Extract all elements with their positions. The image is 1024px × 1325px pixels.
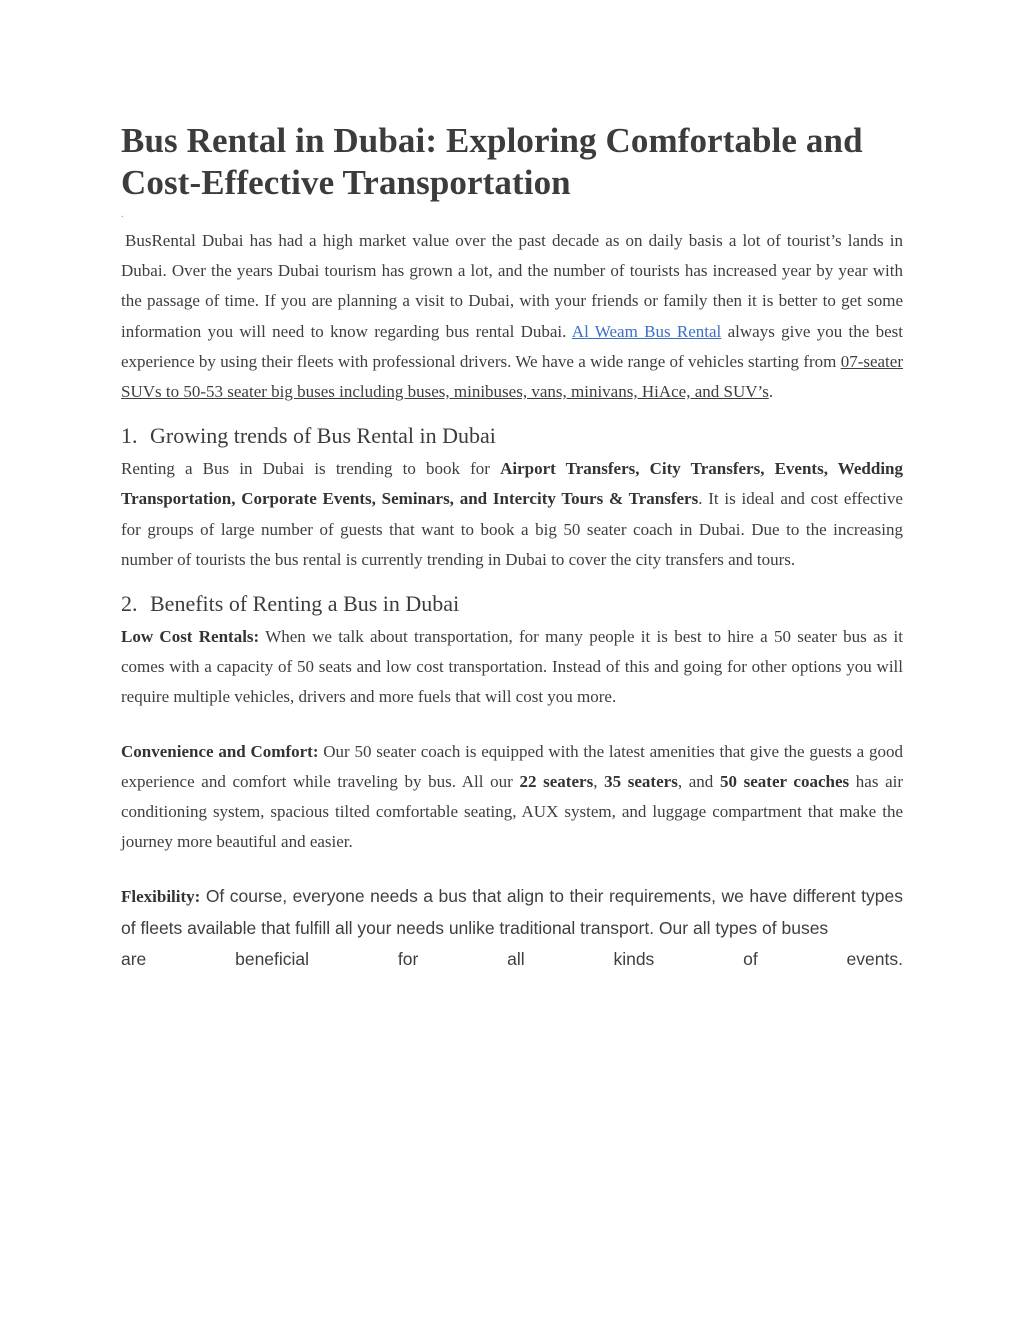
section-1-paragraph: [121, 454, 903, 575]
section-1-text-2: . It is ideal and cost effective for groups of large number of guests that want to book a big 50 seater coach in Dubai. Due to the increasing number of tourists the bus rental is currently trending in Dubai to cover the city transfers and tours.: [121, 489, 903, 569]
document-page: [121, 120, 903, 974]
flexibility-last-line: [121, 944, 903, 974]
last-line-word: all: [507, 948, 525, 969]
low-cost-label: Low Cost Rentals:: [121, 627, 260, 647]
last-line-word: of: [743, 948, 758, 969]
seaters-22: 22 seaters: [519, 771, 594, 791]
last-line-word: are: [121, 948, 147, 969]
section-1-bold-services: Airport Transfers, City Transfers, Events, Wedding Transportation, Corporate Events, Seminars, and Intercity Tours & Transfers: [121, 459, 903, 509]
section-1-heading: [121, 421, 903, 451]
last-line-word: events.: [846, 948, 903, 969]
intro-text-1: BusRental Dubai has had a high market value over the past decade as on daily basis a lot of tourist’s lands in Dubai. Over the years Dubai tourism has grown a lot, and the number of tourists has increased year by year with the passage of time. If you are planning a visit to Dubai, with your friends or family then it is better to get some information you will need to know regarding bus rental Dubai.: [121, 231, 903, 341]
intro-text-3: .: [768, 382, 774, 402]
last-line-word: for: [397, 948, 419, 969]
page-title: Bus Rental in Dubai: Exploring Comfortable and Cost-Effective Transportation: [121, 121, 863, 202]
convenience-text-2: has air conditioning system, spacious tilted comfortable seating, AUX system, and luggage compartment that make the journey more beautiful and easier.: [121, 771, 904, 852]
coaches-50-seater: 50 seater coaches: [719, 771, 850, 791]
intro-text-2: always give you the best experience by using their fleets with professional drivers. We have a wide range of vehicles starting from: [121, 321, 903, 371]
convenience-text-1: Our 50 seater coach is equipped with the latest amenities that give the guests a good experience and comfort while traveling by bus. All our: [121, 741, 904, 791]
low-cost-text: When we talk about transportation, for many people it is best to hire a 50 seater bus as it comes with a capacity of 50 seats and low cost transportation. Instead of this and going for other options you will require multiple vehicles, drivers and more fuels that will cost you more.: [121, 627, 903, 707]
flexibility-paragraph: [121, 881, 903, 943]
vehicle-range-underlined: 07-seater SUVs to 50-53 seater big buses including buses, minibuses, vans, minivans, HiAce, and SUV’s: [121, 351, 903, 402]
flexibility-label: Flexibility:: [121, 887, 201, 907]
section-2-heading: [121, 589, 903, 619]
separator-2: , and: [677, 771, 720, 791]
section-1-number: 1.: [121, 423, 138, 449]
seaters-35: 35 seaters: [604, 771, 678, 791]
section-1-text-1: Renting a Bus in Dubai is trending to book for: [121, 459, 501, 479]
section-2-number: 2.: [121, 591, 138, 617]
last-line-word: kinds: [613, 948, 655, 969]
intro-paragraph: [121, 226, 903, 407]
section-2-title: Benefits of Renting a Bus in Dubai: [150, 591, 460, 617]
low-cost-paragraph: [121, 622, 903, 713]
convenience-paragraph: [121, 737, 903, 858]
convenience-label: Convenience and Comfort:: [121, 741, 319, 761]
section-1-title: Growing trends of Bus Rental in Dubai: [150, 423, 496, 449]
last-line-word: beneficial: [235, 948, 310, 969]
stray-mark: .: [121, 209, 124, 220]
separator-1: ,: [593, 771, 605, 791]
flexibility-text: Of course, everyone needs a bus that align to their requirements, we have different types of fleets available that fulfill all your needs unlike traditional transport. Our all types of buses: [121, 886, 903, 938]
al-weam-bus-rental-link[interactable]: Al Weam Bus Rental: [571, 321, 722, 341]
